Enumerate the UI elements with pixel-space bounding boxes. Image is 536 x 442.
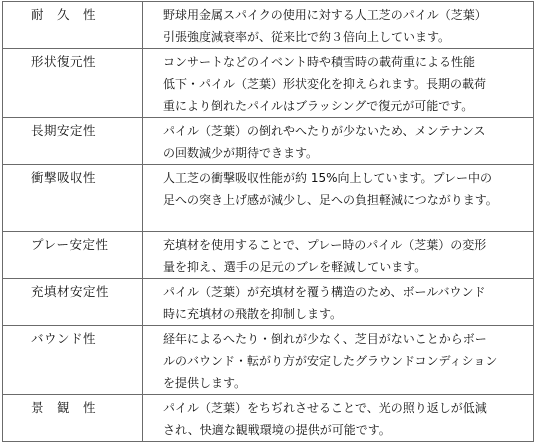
attribute-cell: 長期安定性 xyxy=(3,118,143,165)
properties-table xyxy=(2,1,534,442)
description-line: 引張強度減衰率が、従来比で約３倍向上しています。 xyxy=(163,30,451,44)
attribute-cell: 充填材安定性 xyxy=(3,279,143,326)
description-line: を提供します。 xyxy=(163,376,247,390)
description-line: 量を抑え、選手の足元のブレを軽減しています。 xyxy=(163,260,427,274)
table-row xyxy=(3,395,534,442)
table-row xyxy=(3,2,534,49)
attribute-cell: 耐 久 性 xyxy=(3,2,143,49)
description-cell xyxy=(143,165,534,232)
description-line: 充填材を使用することで、プレー時のパイル（芝葉）の変形 xyxy=(163,238,487,252)
description-line: ルのバウンド・転がり方が安定したグラウンドコンディション xyxy=(163,354,498,368)
table-row xyxy=(3,232,534,279)
description-line: パイル（芝葉）が充填材を覆う構造のため、ボールバウンド xyxy=(163,285,486,299)
description-line: 時に充填材の飛散を抑制します。 xyxy=(163,307,343,321)
description-line: 足への突き上げ感が減少し、足への負担軽減につながります。 xyxy=(163,193,498,207)
description-line: され、快適な観戦環境の提供が可能です。 xyxy=(163,423,391,437)
description-line: 野球用金属スパイクの使用に対する人工芝のパイル（芝葉） xyxy=(163,8,487,22)
description-line: の回数減少が期待できます。 xyxy=(163,146,319,160)
attribute-cell: 衝撃吸収性 xyxy=(3,165,143,232)
table-row xyxy=(3,118,534,165)
attribute-cell: バウンド性 xyxy=(3,326,143,395)
description-cell xyxy=(143,49,534,118)
table-row xyxy=(3,165,534,232)
description-cell xyxy=(143,279,534,326)
attribute-cell: 景 観 性 xyxy=(3,395,143,442)
description-line: コンサートなどのイベント時や積雪時の載荷重による性能 xyxy=(163,55,476,69)
attribute-cell: 形状復元性 xyxy=(3,49,143,118)
attribute-cell: プレー安定性 xyxy=(3,232,143,279)
table-row xyxy=(3,279,534,326)
description-line: パイル（芝葉）をちぢれさせることで、光の照り返しが低減 xyxy=(163,401,487,415)
description-line: 経年によるへたり・倒れが少なく、芝目がないことからボー xyxy=(163,332,487,346)
description-line: パイル（芝葉）の倒れやへたりが少ないため、メンテナンス xyxy=(163,124,486,138)
description-line: 低下・パイル（芝葉）形状変化を抑えられます。長期の載荷 xyxy=(163,77,487,91)
description-line: 人工芝の衝撃吸収性能が約 15%向上しています。プレー中の xyxy=(163,171,493,185)
description-line: 重により倒れたパイルはブラッシングで復元が可能です。 xyxy=(163,99,474,113)
table-row xyxy=(3,49,534,118)
description-cell xyxy=(143,232,534,279)
table-row xyxy=(3,326,534,395)
description-cell xyxy=(143,326,534,395)
description-cell xyxy=(143,118,534,165)
description-cell xyxy=(143,2,534,49)
description-cell xyxy=(143,395,534,442)
